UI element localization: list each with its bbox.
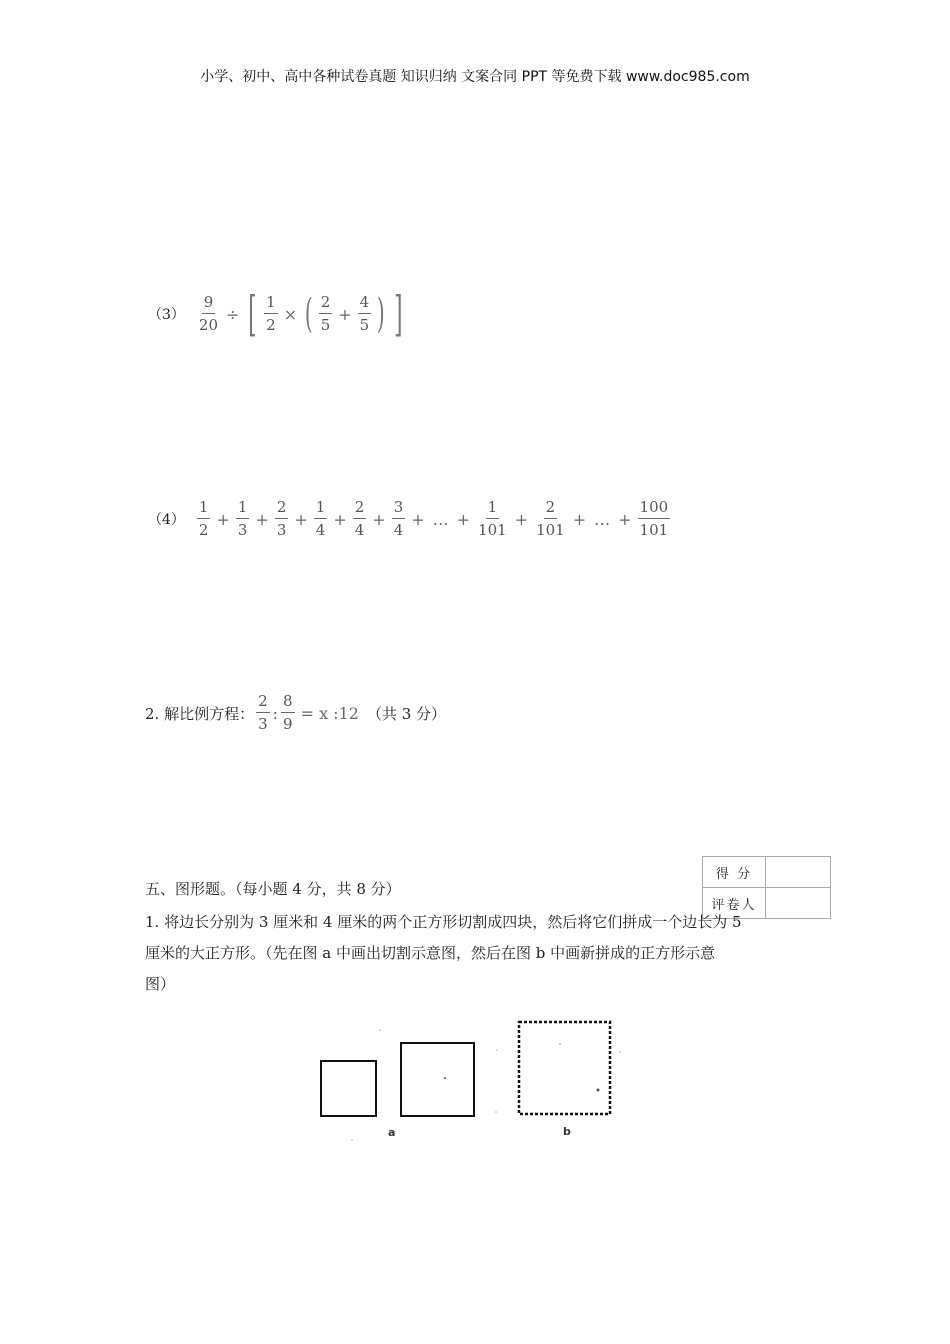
equation-rhs: = x :12: [300, 703, 359, 723]
figure-squares: [300, 1010, 640, 1150]
fraction: $\frac{1}{4}$: [315, 498, 326, 539]
right-bracket: ]: [393, 286, 403, 342]
question-3: [148, 286, 408, 342]
plus-sign: +: [411, 509, 425, 529]
divide-sign: ÷: [226, 304, 240, 324]
figure-a-label: a: [388, 1126, 396, 1139]
question-1-line-2: 厘米的大正方形。（先在图 a 中画出切割示意图，然后在图 b 中画新拼成的正方形示意: [145, 944, 716, 962]
fraction: $\frac{2}{5}$: [320, 293, 331, 334]
question-2-prefix: 2. 解比例方程：: [145, 704, 255, 723]
plus-sign: +: [338, 304, 352, 324]
large-square-5cm-dashed: [519, 1022, 610, 1114]
plus-sign: +: [456, 509, 471, 529]
speck: [559, 1043, 561, 1045]
question-1-line-3: 图）: [145, 975, 176, 993]
medium-square-4cm: [401, 1043, 474, 1116]
plus-sign: +: [372, 509, 386, 529]
question-3-label: （3）: [148, 307, 185, 323]
right-paren: ): [377, 291, 385, 337]
plus-sign: +: [255, 509, 269, 529]
fraction: $\frac{2}{4}$: [354, 498, 365, 539]
plus-sign: +: [572, 509, 587, 529]
speck: [379, 1029, 381, 1031]
small-square-3cm: [321, 1061, 376, 1116]
plus-sign: +: [294, 509, 308, 529]
fraction: $\frac{3}{4}$: [393, 498, 404, 539]
fraction: $\frac{8}{9}$: [283, 692, 293, 733]
speck: [495, 1111, 497, 1113]
speck: [444, 1077, 446, 1079]
score-label: 得 分: [703, 857, 766, 888]
ratio-colon: :: [272, 703, 279, 723]
fraction: $\frac{4}{5}$: [359, 293, 370, 334]
speck: [351, 1139, 353, 1141]
page-header: 小学、初中、高中各种试卷真题 知识归纳 文案合同 PPT 等免费下载 www.doc985.com: [200, 69, 750, 85]
fraction: $\frac{100}{101}$: [639, 498, 669, 539]
score-cell[interactable]: [766, 857, 831, 888]
question-2-suffix: （共 3 分）: [366, 704, 447, 723]
times-sign: ×: [283, 304, 298, 324]
plus-sign: +: [216, 509, 230, 529]
ellipsis: …: [432, 509, 449, 529]
fraction: $\frac{1}{101}$: [478, 498, 507, 539]
ellipsis: …: [594, 509, 611, 529]
fraction: $\frac{1}{3}$: [237, 498, 248, 539]
speck: [619, 1051, 621, 1053]
fraction: $\frac{2}{3}$: [276, 498, 287, 539]
plus-sign: +: [333, 509, 347, 529]
question-4: [148, 500, 672, 538]
speck: [597, 1089, 600, 1092]
section-5-question-1: [145, 907, 835, 1000]
question-4-label: （4）: [148, 512, 185, 528]
left-bracket: [: [248, 286, 258, 342]
fraction: $\frac{2}{101}$: [536, 498, 565, 539]
question-2: [145, 694, 446, 732]
left-paren: (: [305, 291, 313, 337]
question-1-line-1: 1. 将边长分别为 3 厘米和 4 厘米的两个正方形切割成四块，然后将它们拼成一个边长为 5: [145, 913, 742, 931]
figure-b-label: b: [563, 1125, 571, 1138]
speck: [496, 1049, 498, 1051]
fraction: $\frac{1}{2}$: [198, 498, 209, 539]
plus-sign: +: [618, 509, 632, 529]
plus-sign: +: [514, 509, 529, 529]
fraction: $\frac{2}{3}$: [258, 692, 268, 733]
fraction: $\frac{1}{2}$: [266, 293, 276, 334]
grader-label: 评卷人: [703, 888, 766, 919]
fraction: $\frac{9}{20}$: [198, 293, 219, 334]
section-5-title: 五、图形题。（每小题 4 分，共 8 分）: [145, 880, 401, 898]
